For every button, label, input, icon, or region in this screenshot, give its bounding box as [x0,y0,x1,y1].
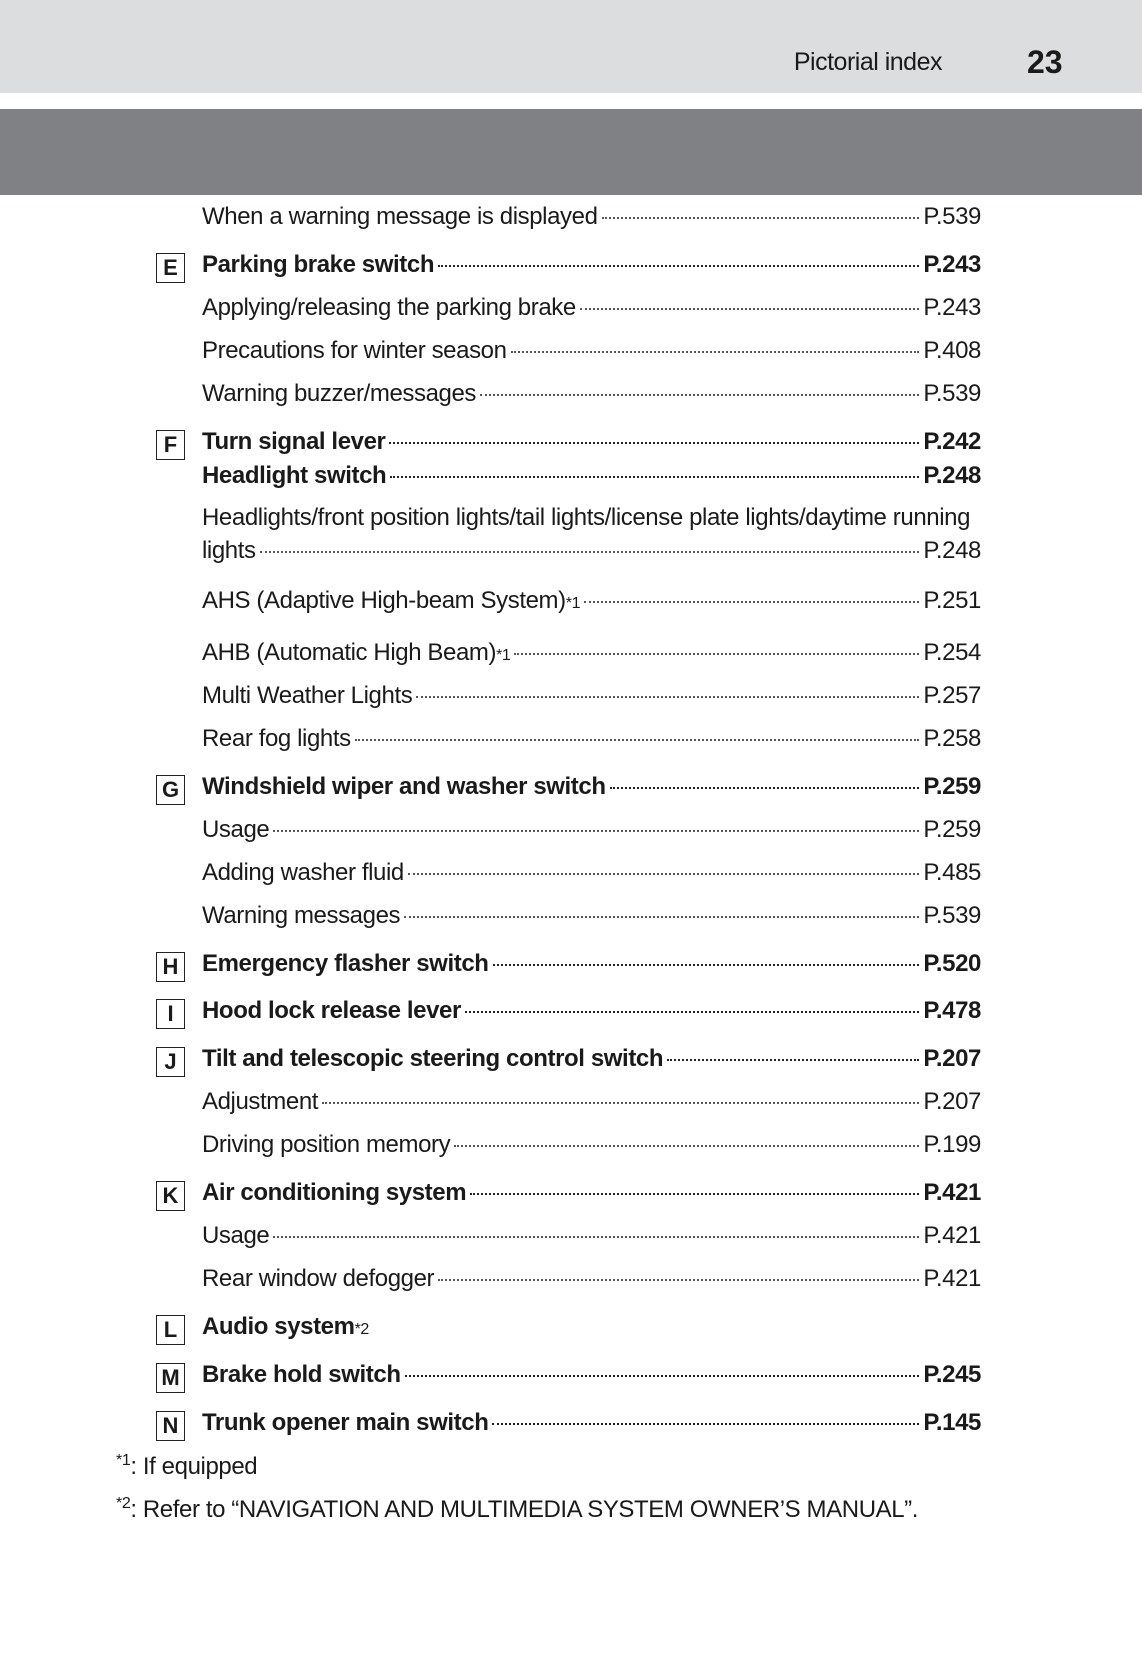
index-entry[interactable] [202,902,981,930]
index-entry[interactable] [202,682,981,710]
item-letter-box: L [156,1315,185,1345]
dot-leader [511,351,920,353]
page-reference[interactable]: P.251 [923,587,981,614]
page-reference[interactable]: P.539 [923,902,981,929]
dot-leader [492,1423,919,1425]
dot-leader [465,1011,919,1013]
page-reference[interactable]: P.259 [923,773,981,800]
dot-leader [514,653,919,655]
item-letter-box: N [156,1411,185,1441]
footnote [116,1495,918,1524]
entry-label: Audio system [202,1313,355,1340]
page-reference[interactable]: P.478 [923,997,981,1024]
index-entry[interactable] [202,462,981,490]
page-reference[interactable]: P.248 [923,462,981,489]
footnote-ref: *1 [496,647,511,664]
dot-leader [273,1236,919,1238]
dot-leader [454,1145,919,1147]
index-entry[interactable] [202,1265,981,1293]
page-reference[interactable]: P.408 [923,337,981,364]
dot-leader [260,551,920,553]
dot-leader [470,1193,919,1195]
index-entry[interactable] [202,1313,981,1341]
entry-label: Adding washer fluid [202,859,404,886]
page-reference[interactable]: P.245 [923,1361,981,1388]
dot-leader [389,442,919,444]
index-entry[interactable] [202,816,981,844]
page-reference[interactable]: P.242 [923,428,981,455]
entry-label: Brake hold switch [202,1361,401,1388]
entry-label: Warning messages [202,902,401,929]
index-entry[interactable] [202,1222,981,1250]
entry-label: Emergency flasher switch [202,950,489,977]
entry-label: Usage [202,816,270,843]
index-entry[interactable] [202,537,981,565]
entry-label: Usage [202,1222,270,1249]
footnote-mark: *2 [116,1495,131,1512]
item-letter-box: G [156,775,185,805]
item-letter-box: I [156,999,185,1029]
page-reference[interactable]: P.520 [923,950,981,977]
page-reference[interactable]: P.539 [923,380,981,407]
entry-label: Multi Weather Lights [202,682,413,709]
index-entry[interactable] [202,1045,981,1073]
entry-label: Rear fog lights [202,725,351,752]
page-reference[interactable]: P.207 [923,1045,981,1072]
page-reference[interactable]: P.421 [923,1179,981,1206]
index-entry[interactable] [202,639,981,667]
entry-label: Trunk opener main switch [202,1409,489,1436]
entry-label: Rear window defogger [202,1265,435,1292]
footnote-ref: *2 [354,1321,369,1338]
entry-label: Headlights/front position lights/tail lights/license plate lights/daytime running [202,504,971,531]
entry-label: Tilt and telescopic steering control switch [202,1045,664,1072]
page-reference[interactable]: P.254 [923,639,981,666]
footnote-text: : Refer to “NAVIGATION AND MULTIMEDIA SYSTEM OWNER’S MANUAL”. [130,1496,919,1523]
page-reference[interactable]: P.199 [923,1131,981,1158]
footnote-ref: *1 [565,595,581,612]
item-letter-box: J [156,1047,185,1077]
entry-label: AHB (Automatic High Beam) [202,639,497,666]
dot-leader [480,394,919,396]
item-letter-box: H [156,952,185,982]
dot-leader [408,873,919,875]
entry-label: Turn signal lever [202,428,386,455]
dot-leader [667,1059,919,1061]
page-reference[interactable]: P.421 [923,1222,981,1249]
entry-label: Windshield wiper and washer switch [202,773,606,800]
entry-label: When a warning message is displayed [202,203,598,230]
dot-leader [602,217,920,219]
index-entry[interactable] [202,1131,981,1159]
entry-label: Warning buzzer/messages [202,380,477,407]
index-entry[interactable] [202,1361,981,1389]
index-entry[interactable] [202,1179,981,1207]
index-entry[interactable] [202,725,981,753]
index-entry[interactable] [202,380,981,408]
dot-leader [404,916,919,918]
dot-leader [390,476,919,478]
footnote [116,1452,257,1481]
item-letter-box: M [156,1363,185,1393]
dot-leader [610,787,920,789]
index-entry[interactable] [202,337,981,365]
dot-leader [405,1375,920,1377]
item-letter-box: F [156,430,185,460]
index-entry[interactable] [202,1409,981,1437]
page-reference[interactable]: P.485 [923,859,981,886]
dot-leader [273,830,919,832]
entry-label: Air conditioning system [202,1179,467,1206]
dot-leader [355,739,920,741]
footnote-mark: *1 [116,1452,131,1469]
entry-label: Headlight switch [202,462,387,489]
page-reference[interactable]: P.243 [923,294,981,321]
page-reference[interactable]: P.207 [923,1088,981,1115]
page-reference[interactable]: P.145 [923,1409,981,1436]
index-entry[interactable] [202,203,981,231]
entry-label: Precautions for winter season [202,337,507,364]
footnote-text: : If equipped [130,1453,258,1480]
index-entry[interactable] [202,1088,981,1116]
entry-label: Applying/releasing the parking brake [202,294,576,321]
dot-leader [438,1279,919,1281]
page-reference[interactable]: P.257 [923,682,981,709]
header-band [0,0,1142,93]
section-title: Pictorial index [793,48,942,76]
page-reference[interactable]: P.243 [923,251,981,278]
index-entry[interactable] [202,950,981,978]
index-entry[interactable] [202,504,981,532]
index-entry[interactable] [202,997,981,1025]
dot-leader [584,601,919,603]
entry-label: lights [202,537,256,564]
page-reference[interactable]: P.259 [923,816,981,843]
index-entry[interactable] [202,294,981,322]
dot-leader [416,696,919,698]
index-entry[interactable] [202,251,981,279]
entry-label: Parking brake switch [202,251,435,278]
index-entry[interactable] [202,773,981,801]
section-divider-band [0,109,1142,195]
dot-leader [493,964,920,966]
item-letter-box: K [156,1181,185,1211]
index-entry[interactable] [202,428,981,456]
page-number: 23 [1027,44,1063,80]
index-entry[interactable] [202,859,981,887]
entry-label: Adjustment [202,1088,319,1115]
page-reference[interactable]: P.421 [923,1265,981,1292]
dot-leader [438,265,919,267]
page-reference[interactable]: P.248 [923,537,981,564]
entry-label: AHS (Adaptive High-beam System) [202,587,566,614]
entry-label: Hood lock release lever [202,997,461,1024]
page-reference[interactable]: P.258 [923,725,981,752]
entry-label: Driving position memory [202,1131,451,1158]
dot-leader [322,1102,919,1104]
dot-leader [580,308,920,310]
index-entry[interactable] [202,587,981,615]
item-letter-box: E [156,253,185,283]
page-reference[interactable]: P.539 [923,203,981,230]
